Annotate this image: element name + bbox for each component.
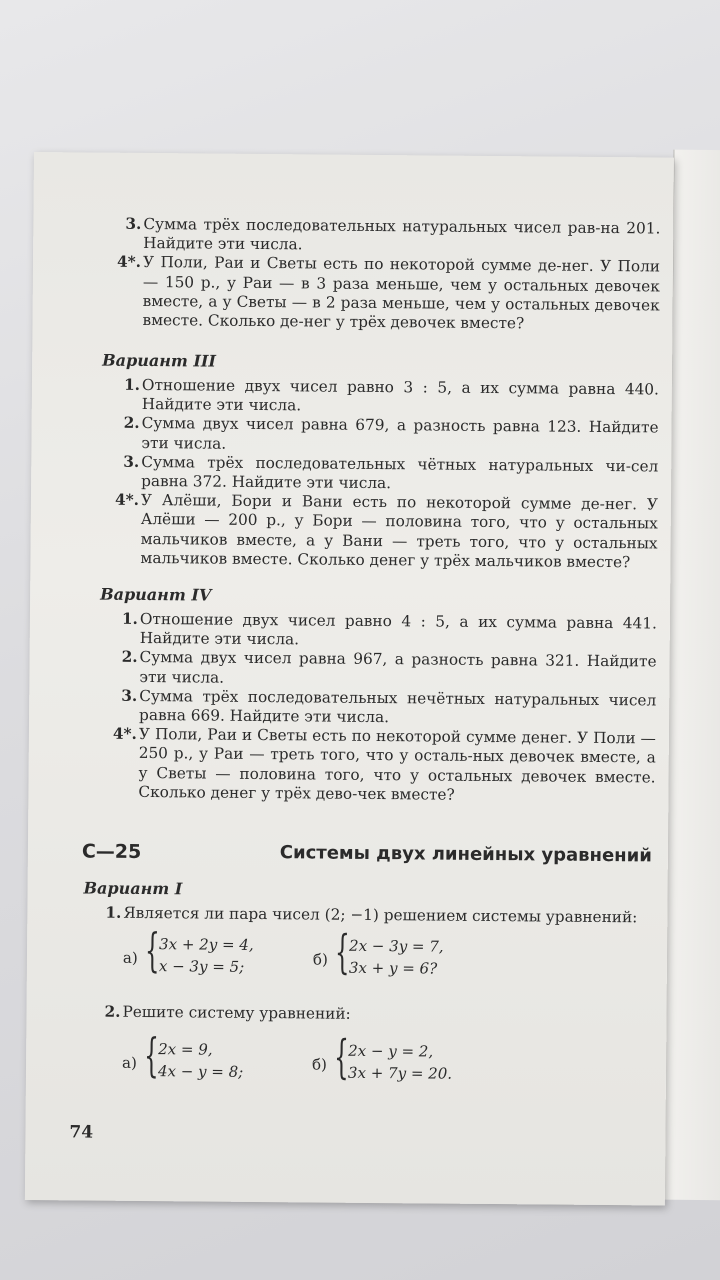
item-text: Сумма двух чисел равна 967, а разность равна 321. Найдите эти числа. <box>139 648 657 687</box>
list-item <box>104 376 659 419</box>
item-number: 1. <box>123 375 141 394</box>
item-number: 1. <box>121 609 139 628</box>
equation: 2x − 3y = 7, <box>349 936 444 956</box>
item-number: 3. <box>125 214 142 233</box>
system-a <box>122 923 323 978</box>
brace-icon: { <box>334 924 350 979</box>
item-number: 1. <box>105 903 122 922</box>
item-number: 4*. <box>114 490 140 510</box>
item-number: 3. <box>121 686 138 705</box>
system-label: б) <box>311 1055 328 1074</box>
section-code: С—25 <box>81 840 142 863</box>
brace-icon: { <box>144 923 160 978</box>
textbook-page <box>25 152 674 1206</box>
item-number: 4*. <box>116 253 142 272</box>
page-number: 74 <box>69 1122 94 1143</box>
item-text: У Алёши, Бори и Вани есть по некоторой сумме де-нег. У Алёши — 200 р., у Бори — половина того, что у остальных мальчиков вместе, а у Вани — треть того, что у остальных мальчиков вместе. Сколько денег у трёх мальчиков вместе? <box>140 491 659 572</box>
item-number: 2. <box>104 1002 121 1021</box>
variant-1 <box>84 878 654 1096</box>
brace-icon: { <box>333 1030 349 1085</box>
system-label: б) <box>312 950 328 969</box>
section-title: Системы двух линейных уравнений <box>279 842 652 867</box>
item-text: Сумма трёх последовательных чётных натуральных чи-сел равна 372. Найдите эти числа. <box>141 452 659 493</box>
system-label: а) <box>122 949 138 968</box>
list-item <box>103 414 658 457</box>
item-text: Решите систему уравнений: <box>122 1003 351 1023</box>
list-item <box>103 452 658 495</box>
list-item <box>104 253 660 335</box>
equation: 4x − y = 8; <box>157 1062 244 1082</box>
list-item <box>101 648 656 691</box>
brace-icon: { <box>143 1028 159 1083</box>
system-b <box>312 924 513 979</box>
variant-4 <box>100 585 657 807</box>
variant-title: Вариант IV <box>100 584 212 605</box>
item-text: Сумма трёх последовательных натуральных чисел рав-на 201. Найдите эти числа. <box>143 214 661 254</box>
variant-title: Вариант III <box>102 350 216 371</box>
equation: 2x − y = 2, <box>348 1042 434 1061</box>
variant-title: Вариант I <box>83 878 183 899</box>
item-text: Отношение двух чисел равно 3 : 5, а их сумма равна 440. Найдите эти числа. <box>141 375 660 415</box>
equation: 3x + 2y = 4, <box>159 935 254 955</box>
equation: 3x + y = 6? <box>348 958 438 978</box>
variant-3 <box>102 351 659 573</box>
item-text: У Поли, Раи и Светы есть по некоторой сумме денег. У Поли — 250 р., у Раи — треть того, что у осталь-ных девочек вместе, а у Светы — половина того, что у остальных девочек вместе. Сколько денег у трёх дево-чек вместе? <box>138 725 656 804</box>
system-a <box>121 1028 322 1083</box>
list-item <box>84 1003 652 1027</box>
section-header <box>82 840 652 871</box>
equation: 2x = 9, <box>158 1040 213 1059</box>
item-number: 2. <box>123 414 140 433</box>
system-b <box>311 1030 512 1085</box>
list-item <box>85 903 653 927</box>
equation: x − 3y = 5; <box>158 957 245 977</box>
list-item <box>105 215 660 258</box>
equation: 3x + 7y = 20. <box>347 1064 453 1084</box>
item-text: У Поли, Раи и Светы есть по некоторой сумме де-нег. У Поли — 150 р., у Раи — в 3 раза меньше, чем у остальных девочек вместе, а у Светы — в 2 раза меньше, чем у остальных девочек вместе. Сколько де-нег у трёх девочек вместе? <box>142 253 661 333</box>
list-item <box>102 491 658 573</box>
top-items <box>104 215 660 335</box>
item-number: 4*. <box>112 724 138 744</box>
list-item <box>101 686 656 729</box>
item-text: Является ли пара чисел (2; −1) решением системы уравнений: <box>123 903 638 927</box>
item-text: Сумма двух чисел равна 679, а разность равна 123. Найдите эти числа. <box>141 414 659 453</box>
system-row <box>121 1028 652 1097</box>
list-item <box>100 725 656 807</box>
item-text: Сумма трёх последовательных нечётных натуральных чисел равна 669. Найдите эти числа. <box>139 686 657 727</box>
list-item <box>102 610 657 653</box>
system-row <box>122 923 653 992</box>
item-text: Отношение двух чисел равно 4 : 5, а их сумма равна 441. Найдите эти числа. <box>139 609 657 649</box>
item-number: 3. <box>123 452 140 471</box>
item-number: 2. <box>121 648 138 667</box>
system-label: а) <box>121 1054 137 1073</box>
